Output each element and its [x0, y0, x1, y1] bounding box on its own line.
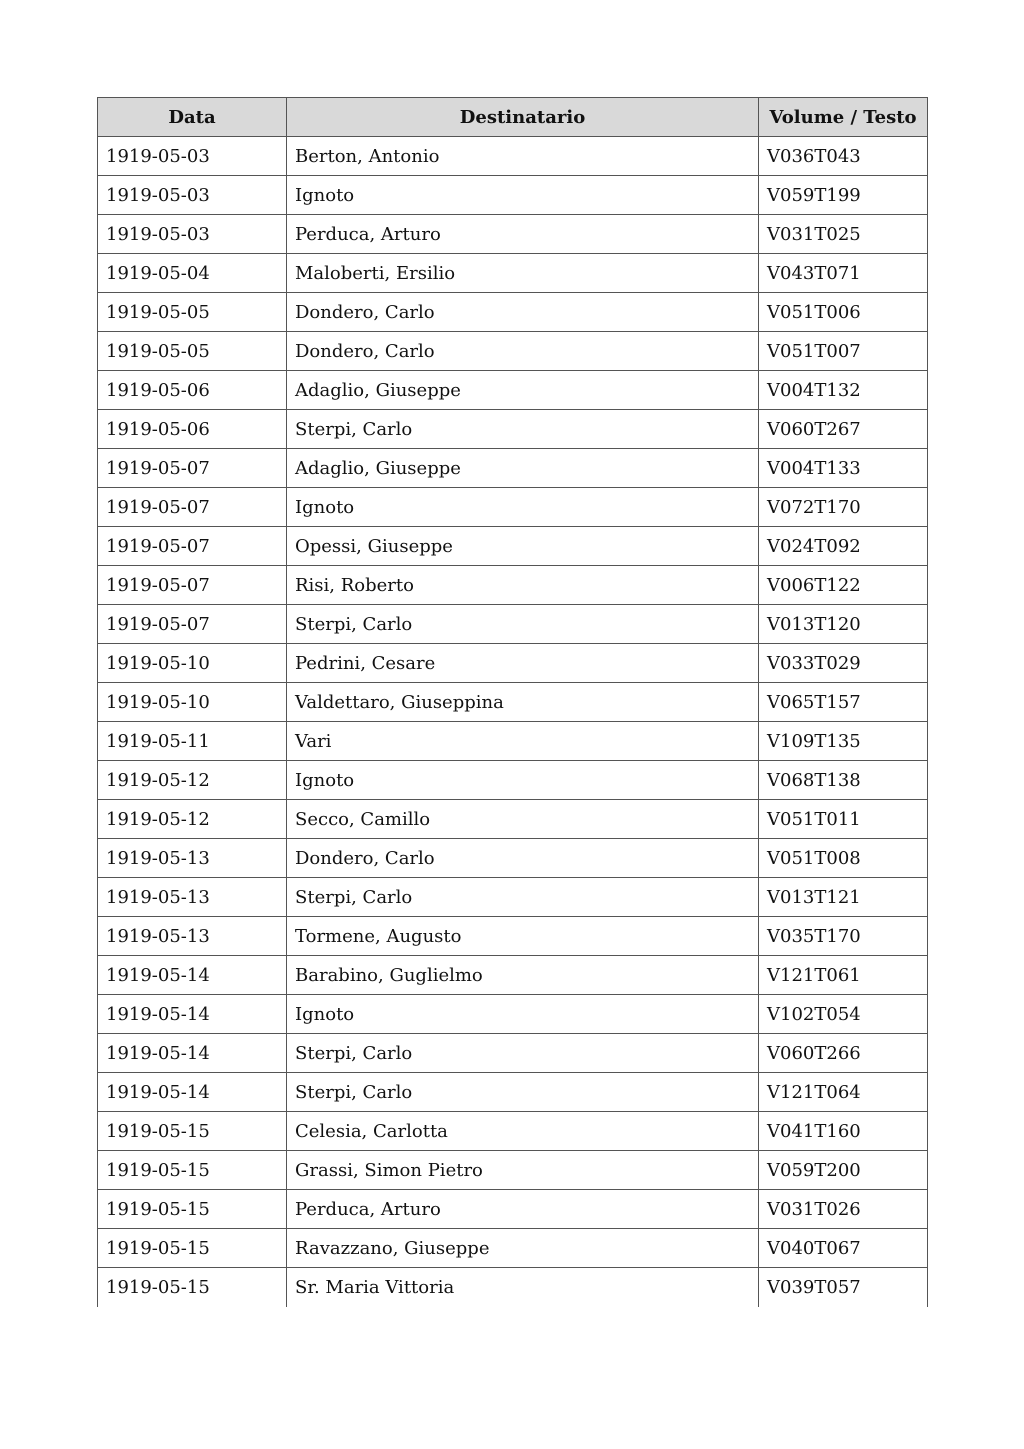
recipient-cell: Dondero, Carlo	[287, 332, 759, 371]
table-row	[98, 488, 928, 527]
date-cell: 1919-05-10	[98, 683, 287, 722]
table-row	[98, 332, 928, 371]
table-row	[98, 1034, 928, 1073]
volume-text-cell: V006T122	[759, 566, 928, 605]
column-header-destinatario: Destinatario	[287, 98, 759, 137]
volume-text-cell: V051T006	[759, 293, 928, 332]
date-cell: 1919-05-06	[98, 410, 287, 449]
volume-text-cell: V013T121	[759, 878, 928, 917]
table-row	[98, 761, 928, 800]
volume-text-cell: V072T170	[759, 488, 928, 527]
volume-text-cell: V041T160	[759, 1112, 928, 1151]
volume-text-cell: V004T133	[759, 449, 928, 488]
volume-text-cell: V039T057	[759, 1268, 928, 1307]
recipient-cell: Perduca, Arturo	[287, 1190, 759, 1229]
date-cell: 1919-05-12	[98, 800, 287, 839]
table-row	[98, 722, 928, 761]
table-row	[98, 1229, 928, 1268]
table-header	[98, 98, 928, 137]
volume-text-cell: V121T061	[759, 956, 928, 995]
volume-text-cell: V004T132	[759, 371, 928, 410]
table-row	[98, 917, 928, 956]
recipient-cell: Ignoto	[287, 488, 759, 527]
recipient-cell: Perduca, Arturo	[287, 215, 759, 254]
volume-text-cell: V059T200	[759, 1151, 928, 1190]
recipient-cell: Sterpi, Carlo	[287, 605, 759, 644]
date-cell: 1919-05-11	[98, 722, 287, 761]
volume-text-cell: V102T054	[759, 995, 928, 1034]
date-cell: 1919-05-13	[98, 917, 287, 956]
recipient-cell: Pedrini, Cesare	[287, 644, 759, 683]
volume-text-cell: V060T267	[759, 410, 928, 449]
volume-text-cell: V013T120	[759, 605, 928, 644]
volume-text-cell: V024T092	[759, 527, 928, 566]
date-cell: 1919-05-13	[98, 878, 287, 917]
recipient-cell: Ravazzano, Giuseppe	[287, 1229, 759, 1268]
volume-text-cell: V031T025	[759, 215, 928, 254]
table-row	[98, 1073, 928, 1112]
date-cell: 1919-05-07	[98, 449, 287, 488]
date-cell: 1919-05-15	[98, 1229, 287, 1268]
volume-text-cell: V109T135	[759, 722, 928, 761]
date-cell: 1919-05-15	[98, 1190, 287, 1229]
recipient-cell: Berton, Antonio	[287, 137, 759, 176]
table-row	[98, 449, 928, 488]
table-row	[98, 410, 928, 449]
date-cell: 1919-05-03	[98, 137, 287, 176]
table-row	[98, 839, 928, 878]
date-cell: 1919-05-07	[98, 488, 287, 527]
header-row	[98, 98, 928, 137]
date-cell: 1919-05-12	[98, 761, 287, 800]
date-cell: 1919-05-03	[98, 176, 287, 215]
table-row	[98, 527, 928, 566]
date-cell: 1919-05-03	[98, 215, 287, 254]
recipient-cell: Sterpi, Carlo	[287, 1073, 759, 1112]
recipient-cell: Tormene, Augusto	[287, 917, 759, 956]
table-row	[98, 995, 928, 1034]
volume-text-cell: V051T008	[759, 839, 928, 878]
volume-text-cell: V031T026	[759, 1190, 928, 1229]
table-row	[98, 878, 928, 917]
recipient-cell: Ignoto	[287, 761, 759, 800]
table-row	[98, 605, 928, 644]
recipient-cell: Vari	[287, 722, 759, 761]
recipient-cell: Dondero, Carlo	[287, 839, 759, 878]
volume-text-cell: V035T170	[759, 917, 928, 956]
column-header-data: Data	[98, 98, 287, 137]
table-row	[98, 1190, 928, 1229]
date-cell: 1919-05-15	[98, 1151, 287, 1190]
recipient-cell: Ignoto	[287, 995, 759, 1034]
volume-text-cell: V033T029	[759, 644, 928, 683]
table-row	[98, 215, 928, 254]
table-row	[98, 956, 928, 995]
date-cell: 1919-05-10	[98, 644, 287, 683]
recipient-cell: Ignoto	[287, 176, 759, 215]
recipient-cell: Barabino, Guglielmo	[287, 956, 759, 995]
recipient-cell: Opessi, Giuseppe	[287, 527, 759, 566]
recipient-cell: Sr. Maria Vittoria	[287, 1268, 759, 1307]
table-row	[98, 1151, 928, 1190]
recipient-cell: Sterpi, Carlo	[287, 878, 759, 917]
date-cell: 1919-05-05	[98, 332, 287, 371]
recipient-cell: Risi, Roberto	[287, 566, 759, 605]
date-cell: 1919-05-04	[98, 254, 287, 293]
recipient-cell: Sterpi, Carlo	[287, 1034, 759, 1073]
volume-text-cell: V065T157	[759, 683, 928, 722]
volume-text-cell: V068T138	[759, 761, 928, 800]
recipient-cell: Adaglio, Giuseppe	[287, 371, 759, 410]
table-row	[98, 683, 928, 722]
recipient-cell: Secco, Camillo	[287, 800, 759, 839]
date-cell: 1919-05-07	[98, 527, 287, 566]
date-cell: 1919-05-15	[98, 1112, 287, 1151]
date-cell: 1919-05-07	[98, 605, 287, 644]
volume-text-cell: V060T266	[759, 1034, 928, 1073]
table-row	[98, 293, 928, 332]
column-header-volume-testo: Volume / Testo	[759, 98, 928, 137]
date-cell: 1919-05-14	[98, 1073, 287, 1112]
recipient-cell: Grassi, Simon Pietro	[287, 1151, 759, 1190]
table-row	[98, 176, 928, 215]
table-row	[98, 254, 928, 293]
volume-text-cell: V121T064	[759, 1073, 928, 1112]
recipient-cell: Adaglio, Giuseppe	[287, 449, 759, 488]
letters-table	[97, 97, 928, 1307]
recipient-cell: Maloberti, Ersilio	[287, 254, 759, 293]
date-cell: 1919-05-14	[98, 956, 287, 995]
table-row	[98, 1112, 928, 1151]
volume-text-cell: V051T011	[759, 800, 928, 839]
table-row	[98, 371, 928, 410]
table-body	[98, 137, 928, 1307]
table-row	[98, 566, 928, 605]
recipient-cell: Celesia, Carlotta	[287, 1112, 759, 1151]
date-cell: 1919-05-05	[98, 293, 287, 332]
date-cell: 1919-05-13	[98, 839, 287, 878]
date-cell: 1919-05-15	[98, 1268, 287, 1307]
date-cell: 1919-05-14	[98, 1034, 287, 1073]
table-row	[98, 644, 928, 683]
document-page	[97, 97, 927, 1307]
table-row	[98, 800, 928, 839]
volume-text-cell: V059T199	[759, 176, 928, 215]
date-cell: 1919-05-14	[98, 995, 287, 1034]
recipient-cell: Valdettaro, Giuseppina	[287, 683, 759, 722]
date-cell: 1919-05-06	[98, 371, 287, 410]
table-row	[98, 1268, 928, 1307]
date-cell: 1919-05-07	[98, 566, 287, 605]
volume-text-cell: V051T007	[759, 332, 928, 371]
volume-text-cell: V043T071	[759, 254, 928, 293]
recipient-cell: Sterpi, Carlo	[287, 410, 759, 449]
table-row	[98, 137, 928, 176]
recipient-cell: Dondero, Carlo	[287, 293, 759, 332]
volume-text-cell: V040T067	[759, 1229, 928, 1268]
volume-text-cell: V036T043	[759, 137, 928, 176]
